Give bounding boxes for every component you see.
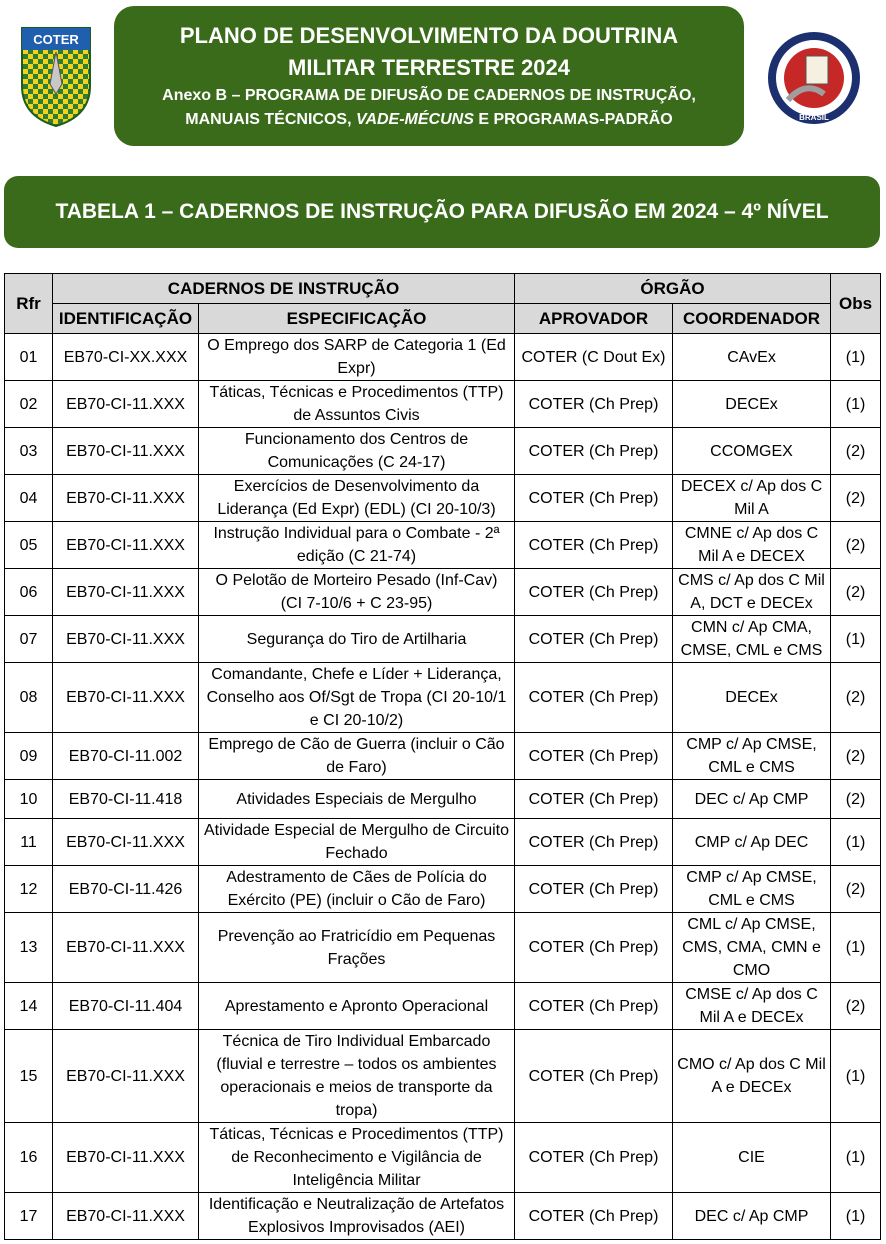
column-header-rfr: Rfr [5, 274, 53, 334]
table-row [5, 1193, 881, 1240]
document-header [114, 6, 744, 146]
table-row [5, 1030, 881, 1123]
cell-aprovador: COTER (Ch Prep) [515, 733, 673, 780]
table-title: TABELA 1 – CADERNOS DE INSTRUÇÃO PARA DIFUSÃO EM 2024 – 4º NÍVEL [4, 176, 880, 248]
cell-rfr: 14 [5, 983, 53, 1030]
cell-rfr: 16 [5, 1123, 53, 1193]
cell-rfr: 04 [5, 475, 53, 522]
group-header-orgao: ÓRGÃO [515, 274, 831, 304]
column-header-obs: Obs [831, 274, 881, 334]
cell-especificacao: Aprestamento e Apronto Operacional [199, 983, 515, 1030]
svg-text:COTER: COTER [33, 32, 79, 47]
cell-rfr: 10 [5, 780, 53, 819]
cell-rfr: 17 [5, 1193, 53, 1240]
cell-aprovador: COTER (C Dout Ex) [515, 334, 673, 381]
cell-coordenador: CMP c/ Ap DEC [673, 819, 831, 866]
cell-rfr: 08 [5, 663, 53, 733]
cell-rfr: 12 [5, 866, 53, 913]
cell-aprovador: COTER (Ch Prep) [515, 1030, 673, 1123]
cell-identificacao: EB70-CI-11.XXX [53, 381, 199, 428]
cell-identificacao: EB70-CI-11.XXX [53, 1193, 199, 1240]
cell-coordenador: CIE [673, 1123, 831, 1193]
table-row [5, 334, 881, 381]
cell-obs: (1) [831, 913, 881, 983]
cell-aprovador: COTER (Ch Prep) [515, 866, 673, 913]
cell-obs: (1) [831, 819, 881, 866]
header-subtitle-line1: Anexo B – PROGRAMA DE DIFUSÃO DE CADERNOS DE INSTRUÇÃO, [162, 87, 696, 104]
cell-identificacao: EB70-CI-11.XXX [53, 1030, 199, 1123]
header-title-line1: PLANO DE DESENVOLVIMENTO DA DOUTRINA [179, 23, 679, 48]
cell-coordenador: CMO c/ Ap dos C Mil A e DECEx [673, 1030, 831, 1123]
cell-aprovador: COTER (Ch Prep) [515, 522, 673, 569]
table-row [5, 1123, 881, 1193]
cell-identificacao: EB70-CI-11.XXX [53, 522, 199, 569]
cell-especificacao: Comandante, Chefe e Líder + Liderança, Conselho aos Of/Sgt de Tropa (CI 20-10/1 e CI 20-10/2) [199, 663, 515, 733]
cell-identificacao: EB70-CI-11.XXX [53, 913, 199, 983]
cell-obs: (2) [831, 733, 881, 780]
cell-obs: (1) [831, 1193, 881, 1240]
header-title-line2: MILITAR TERRESTRE 2024 [288, 55, 570, 80]
column-header-aprovador: APROVADOR [515, 304, 673, 334]
cell-obs: (2) [831, 522, 881, 569]
cell-coordenador: DECEX c/ Ap dos C Mil A [673, 475, 831, 522]
table-row [5, 569, 881, 616]
seal-logo [766, 30, 862, 126]
cell-rfr: 02 [5, 381, 53, 428]
cadernos-table [4, 273, 881, 1240]
column-header-coordenador: COORDENADOR [673, 304, 831, 334]
cell-coordenador: CAvEx [673, 334, 831, 381]
table-row [5, 522, 881, 569]
table-row [5, 819, 881, 866]
cell-rfr: 09 [5, 733, 53, 780]
cell-obs: (2) [831, 569, 881, 616]
table-row [5, 866, 881, 913]
cell-obs: (2) [831, 780, 881, 819]
table-row [5, 913, 881, 983]
cell-rfr: 03 [5, 428, 53, 475]
cell-especificacao: Prevenção ao Fratricídio em Pequenas Frações [199, 913, 515, 983]
cell-coordenador: CCOMGEX [673, 428, 831, 475]
cell-aprovador: COTER (Ch Prep) [515, 428, 673, 475]
table-row [5, 616, 881, 663]
cell-coordenador: CML c/ Ap CMSE, CMS, CMA, CMN e CMO [673, 913, 831, 983]
cell-especificacao: Emprego de Cão de Guerra (incluir o Cão de Faro) [199, 733, 515, 780]
cell-especificacao: Instrução Individual para o Combate - 2ª edição (C 21-74) [199, 522, 515, 569]
cell-especificacao: O Emprego dos SARP de Categoria 1 (Ed Expr) [199, 334, 515, 381]
header-subtitle-line2: MANUAIS TÉCNICOS, VADE-MÉCUNS E PROGRAMAS-PADRÃO [185, 111, 673, 128]
cell-aprovador: COTER (Ch Prep) [515, 780, 673, 819]
cell-aprovador: COTER (Ch Prep) [515, 983, 673, 1030]
cell-especificacao: O Pelotão de Morteiro Pesado (Inf-Cav) (CI 7-10/6 + C 23-95) [199, 569, 515, 616]
cell-aprovador: COTER (Ch Prep) [515, 616, 673, 663]
cell-especificacao: Atividade Especial de Mergulho de Circuito Fechado [199, 819, 515, 866]
cell-especificacao: Funcionamento dos Centros de Comunicações (C 24-17) [199, 428, 515, 475]
cell-coordenador: DEC c/ Ap CMP [673, 780, 831, 819]
cell-coordenador: CMSE c/ Ap dos C Mil A e DECEx [673, 983, 831, 1030]
cell-especificacao: Táticas, Técnicas e Procedimentos (TTP) de Reconhecimento e Vigilância de Inteligência Militar [199, 1123, 515, 1193]
table-row [5, 983, 881, 1030]
table-row [5, 663, 881, 733]
cell-especificacao: Atividades Especiais de Mergulho [199, 780, 515, 819]
cell-identificacao: EB70-CI-11.XXX [53, 1123, 199, 1193]
cell-rfr: 01 [5, 334, 53, 381]
cell-identificacao: EB70-CI-11.002 [53, 733, 199, 780]
cell-obs: (2) [831, 663, 881, 733]
cell-coordenador: CMN c/ Ap CMA, CMSE, CML e CMS [673, 616, 831, 663]
cell-identificacao: EB70-CI-11.418 [53, 780, 199, 819]
cell-obs: (1) [831, 616, 881, 663]
cell-coordenador: DECEx [673, 381, 831, 428]
cell-rfr: 06 [5, 569, 53, 616]
cell-aprovador: COTER (Ch Prep) [515, 475, 673, 522]
table-row [5, 428, 881, 475]
cell-aprovador: COTER (Ch Prep) [515, 1193, 673, 1240]
cell-identificacao: EB70-CI-11.XXX [53, 819, 199, 866]
cell-coordenador: CMP c/ Ap CMSE, CML e CMS [673, 866, 831, 913]
cell-especificacao: Táticas, Técnicas e Procedimentos (TTP) de Assuntos Civis [199, 381, 515, 428]
cell-identificacao: EB70-CI-11.XXX [53, 428, 199, 475]
cell-identificacao: EB70-CI-11.XXX [53, 663, 199, 733]
cell-coordenador: DECEx [673, 663, 831, 733]
cell-obs: (2) [831, 475, 881, 522]
cell-obs: (1) [831, 381, 881, 428]
table-row [5, 733, 881, 780]
cell-coordenador: CMP c/ Ap CMSE, CML e CMS [673, 733, 831, 780]
column-header-identificacao: IDENTIFICAÇÃO [53, 304, 199, 334]
cell-coordenador: CMS c/ Ap dos C Mil A, DCT e DECEx [673, 569, 831, 616]
cell-aprovador: COTER (Ch Prep) [515, 663, 673, 733]
column-header-especificacao: ESPECIFICAÇÃO [199, 304, 515, 334]
cell-identificacao: EB70-CI-11.XXX [53, 616, 199, 663]
cell-identificacao: EB70-CI-11.XXX [53, 475, 199, 522]
cell-obs: (1) [831, 334, 881, 381]
table-row [5, 780, 881, 819]
table-row [5, 475, 881, 522]
cell-rfr: 13 [5, 913, 53, 983]
cell-especificacao: Técnica de Tiro Individual Embarcado (fluvial e terrestre – todos os ambientes operacionais e meios de transporte da tropa) [199, 1030, 515, 1123]
cell-rfr: 07 [5, 616, 53, 663]
cell-rfr: 05 [5, 522, 53, 569]
cell-aprovador: COTER (Ch Prep) [515, 569, 673, 616]
coter-logo [18, 24, 94, 128]
cell-identificacao: EB70-CI-11.426 [53, 866, 199, 913]
cell-identificacao: EB70-CI-11.404 [53, 983, 199, 1030]
cell-aprovador: COTER (Ch Prep) [515, 1123, 673, 1193]
cell-obs: (1) [831, 1123, 881, 1193]
cell-aprovador: COTER (Ch Prep) [515, 913, 673, 983]
cell-obs: (2) [831, 866, 881, 913]
table-row [5, 381, 881, 428]
cell-identificacao: EB70-CI-XX.XXX [53, 334, 199, 381]
cell-aprovador: COTER (Ch Prep) [515, 819, 673, 866]
cell-aprovador: COTER (Ch Prep) [515, 381, 673, 428]
cell-especificacao: Segurança do Tiro de Artilharia [199, 616, 515, 663]
cell-obs: (2) [831, 428, 881, 475]
cell-obs: (1) [831, 1030, 881, 1123]
cell-obs: (2) [831, 983, 881, 1030]
cell-especificacao: Adestramento de Cães de Polícia do Exército (PE) (incluir o Cão de Faro) [199, 866, 515, 913]
cell-rfr: 11 [5, 819, 53, 866]
cell-especificacao: Exercícios de Desenvolvimento da Liderança (Ed Expr) (EDL) (CI 20-10/3) [199, 475, 515, 522]
group-header-cadernos: CADERNOS DE INSTRUÇÃO [53, 274, 515, 304]
cell-coordenador: DEC c/ Ap CMP [673, 1193, 831, 1240]
cell-especificacao: Identificação e Neutralização de Artefatos Explosivos Improvisados (AEI) [199, 1193, 515, 1240]
svg-text:BRASIL: BRASIL [799, 113, 829, 122]
cell-rfr: 15 [5, 1030, 53, 1123]
cell-identificacao: EB70-CI-11.XXX [53, 569, 199, 616]
cell-coordenador: CMNE c/ Ap dos C Mil A e DECEX [673, 522, 831, 569]
